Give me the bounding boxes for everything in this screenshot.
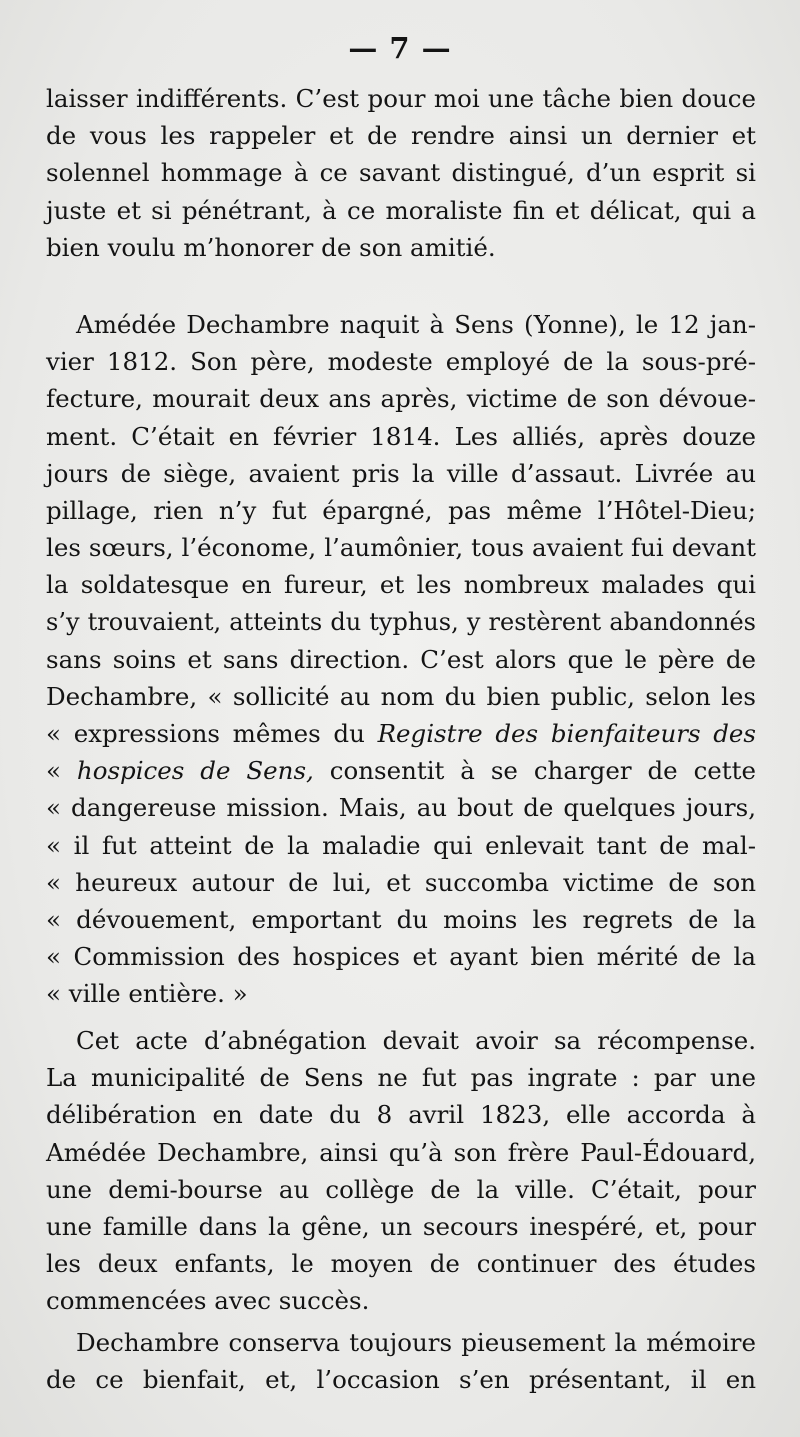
text-line: vier 1812. Son père, modeste employé de la sous-pré-: [46, 347, 756, 377]
text-line: les sœurs, l’économe, l’aumônier, tous avaient fui devant: [46, 533, 756, 563]
text-line: Amédée Dechambre naquit à Sens (Yonne), le 12 jan-: [76, 310, 756, 339]
italic-title: Registre des bienfaiteurs des: [377, 719, 756, 749]
text-run: «: [46, 756, 77, 786]
text-line: Dechambre conserva toujours pieusement la mémoire: [76, 1328, 756, 1357]
text-line: pillage, rien n’y fut épargné, pas même l’Hôtel-Dieu;: [46, 495, 756, 525]
text-line: laisser indifférents. C’est pour moi une tâche bien douce: [46, 84, 756, 113]
text-line: juste et si pénétrant, à ce moraliste fin et délicat, qui a: [46, 195, 756, 225]
text-line: délibération en date du 8 avril 1823, elle accorda à: [46, 1100, 756, 1130]
text-line: « heureux autour de lui, et succomba victime de son: [46, 867, 756, 897]
text-line: les deux enfants, le moyen de continuer des études: [46, 1249, 756, 1279]
text-line: une famille dans la gêne, un secours inespéré, et, pour: [46, 1211, 756, 1241]
text-line: Dechambre, « sollicité au nom du bien public, selon les: [46, 681, 756, 711]
text-line: une demi-bourse au collège de la ville. C’était, pour: [46, 1174, 756, 1204]
page-number: — 7 —: [348, 31, 452, 65]
text-line: « Commission des hospices et ayant bien mérité de la: [46, 942, 756, 972]
text-line: Amédée Dechambre, ainsi qu’à son frère Paul-Édouard,: [46, 1137, 756, 1167]
text-line: de vous les rappeler et de rendre ainsi un dernier et: [46, 121, 756, 151]
text-line: fecture, mourait deux ans après, victime de son dévoue-: [46, 384, 756, 414]
text-line: sans soins et sans direction. C’est alors que le père de: [46, 644, 756, 674]
text-line: Cet acte d’abnégation devait avoir sa récompense.: [76, 1026, 756, 1055]
text-line: [46, 752, 756, 789]
text-run: consentit à se charger de cette: [313, 756, 756, 786]
italic-title: hospices de Sens,: [76, 756, 314, 786]
paragraph-1: [46, 80, 756, 266]
text-line: bien voulu m’honorer de son amitié.: [46, 232, 496, 262]
text-run: « expressions mêmes du: [46, 719, 378, 749]
text-line: « dangereuse mission. Mais, au bout de quelques jours,: [46, 793, 756, 823]
text-line: « dévouement, emportant du moins les regrets de la: [46, 905, 756, 934]
text-line: solennel hommage à ce savant distingué, d’un esprit si: [46, 158, 756, 188]
paragraph-2: [46, 306, 756, 1013]
text-line: s’y trouvaient, atteints du typhus, y restèrent abandonnés: [46, 607, 756, 636]
text-line: La municipalité de Sens ne fut pas ingrate : par une: [46, 1063, 756, 1093]
text-line: « ville entière. »: [46, 979, 248, 1009]
text-line: la soldatesque en fureur, et les nombreux malades qui: [46, 570, 756, 600]
text-line: ment. C’était en février 1814. Les alliés, après douze: [46, 421, 756, 451]
text-line: [46, 715, 756, 752]
paragraph-4: [46, 1324, 756, 1398]
text-line: jours de siège, avaient pris la ville d’assaut. Livrée au: [46, 458, 756, 488]
paragraph-3: [46, 1022, 756, 1320]
text-line: commencées avec succès.: [46, 1286, 370, 1316]
text-line: « il fut atteint de la maladie qui enlevait tant de mal-: [46, 830, 756, 860]
text-line: de ce bienfait, et, l’occasion s’en présentant, il en: [46, 1365, 756, 1395]
